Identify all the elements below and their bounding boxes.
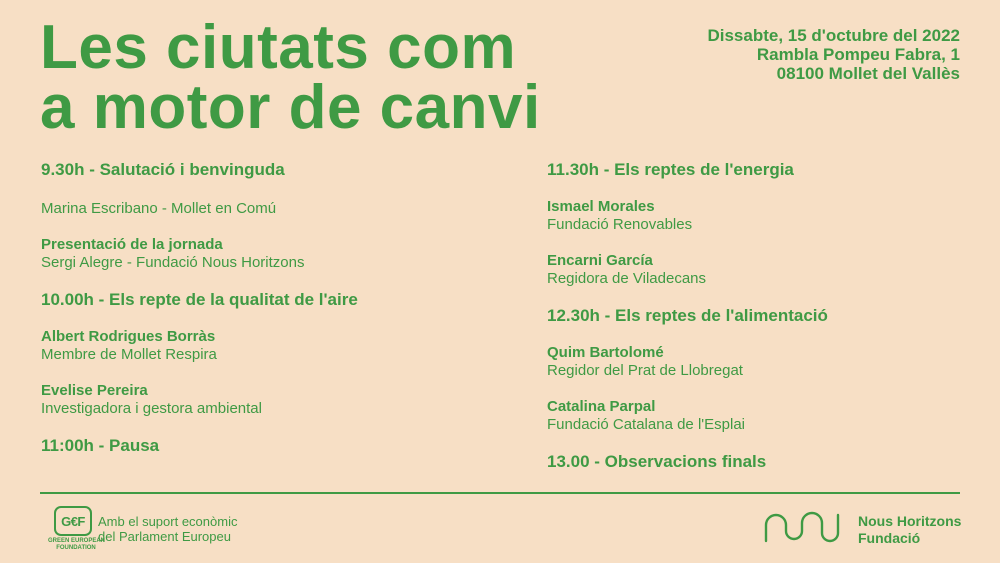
speaker-evelise [41,382,481,418]
event-street: Rambla Pompeu Fabra, 1 [756,45,960,64]
event-info [707,26,960,83]
footer-divider [40,492,960,494]
nous-horitzons-logo-icon [763,511,845,543]
gef-logo-icon [48,506,106,556]
speaker-role: Marina Escribano - Mollet en Comú [41,200,277,217]
speaker-role: Sergi Alegre - Fundació Nous Horitzons [41,254,305,271]
support-text [98,514,237,544]
speaker-name: Presentació de la jornada [41,236,223,253]
section-pause: 11:00h - Pausa [41,436,160,455]
section-air-quality: 10.00h - Els repte de la qualitat de l'aire [41,290,358,309]
gef-caption-line-2: FOUNDATION [56,545,96,551]
nous-horitzons-name [858,513,961,547]
speaker-role: Membre de Mollet Respira [41,346,217,363]
title-line-1: Les ciutats com [40,13,517,82]
event-date: Dissabte, 15 d'octubre del 2022 [707,26,960,45]
speaker-ismael [547,198,987,234]
speaker-quim [547,344,987,380]
speaker-name: Evelise Pereira [41,382,148,399]
speaker-name: Ismael Morales [547,198,655,215]
section-final-remarks: 13.00 - Observacions finals [547,452,767,471]
program-right-column [547,160,987,490]
speaker-name: Catalina Parpal [547,398,656,415]
speaker-name: Albert Rodrigues Borràs [41,328,216,345]
speaker-name: Encarni García [547,252,653,269]
section-food: 12.30h - Els reptes de l'alimentació [547,306,828,325]
speaker-catalina [547,398,987,434]
speaker-marina [41,200,481,218]
section-energy: 11.30h - Els reptes de l'energia [547,160,794,179]
nous-horitzons-line-2: Fundació [858,530,921,546]
speaker-role: Regidora de Viladecans [547,270,707,287]
speaker-encarni [547,252,987,288]
speaker-role: Regidor del Prat de Llobregat [547,362,743,379]
speaker-role: Fundació Catalana de l'Esplai [547,416,745,433]
program-left-column [41,160,481,472]
gef-caption-line-1: GREEN EUROPEAN [48,538,106,544]
event-city: 08100 Mollet del Vallès [776,64,960,83]
page-title [40,13,541,142]
speaker-presentacio [41,236,481,272]
gef-logo-mark: G€F [54,506,92,536]
speaker-role: Investigadora i gestora ambiental [41,400,262,417]
speaker-name: Quim Bartolomé [547,344,664,361]
speaker-albert [41,328,481,364]
support-line-2: del Parlament Europeu [98,529,231,544]
section-welcome: 9.30h - Salutació i benvinguda [41,160,285,179]
speaker-role: Fundació Renovables [547,216,693,233]
gef-logo-caption [48,538,104,552]
support-line-1: Amb el suport econòmic [98,514,238,529]
nous-horitzons-line-1: Nous Horitzons [858,513,962,529]
title-line-2: a motor de canvi [40,73,541,142]
